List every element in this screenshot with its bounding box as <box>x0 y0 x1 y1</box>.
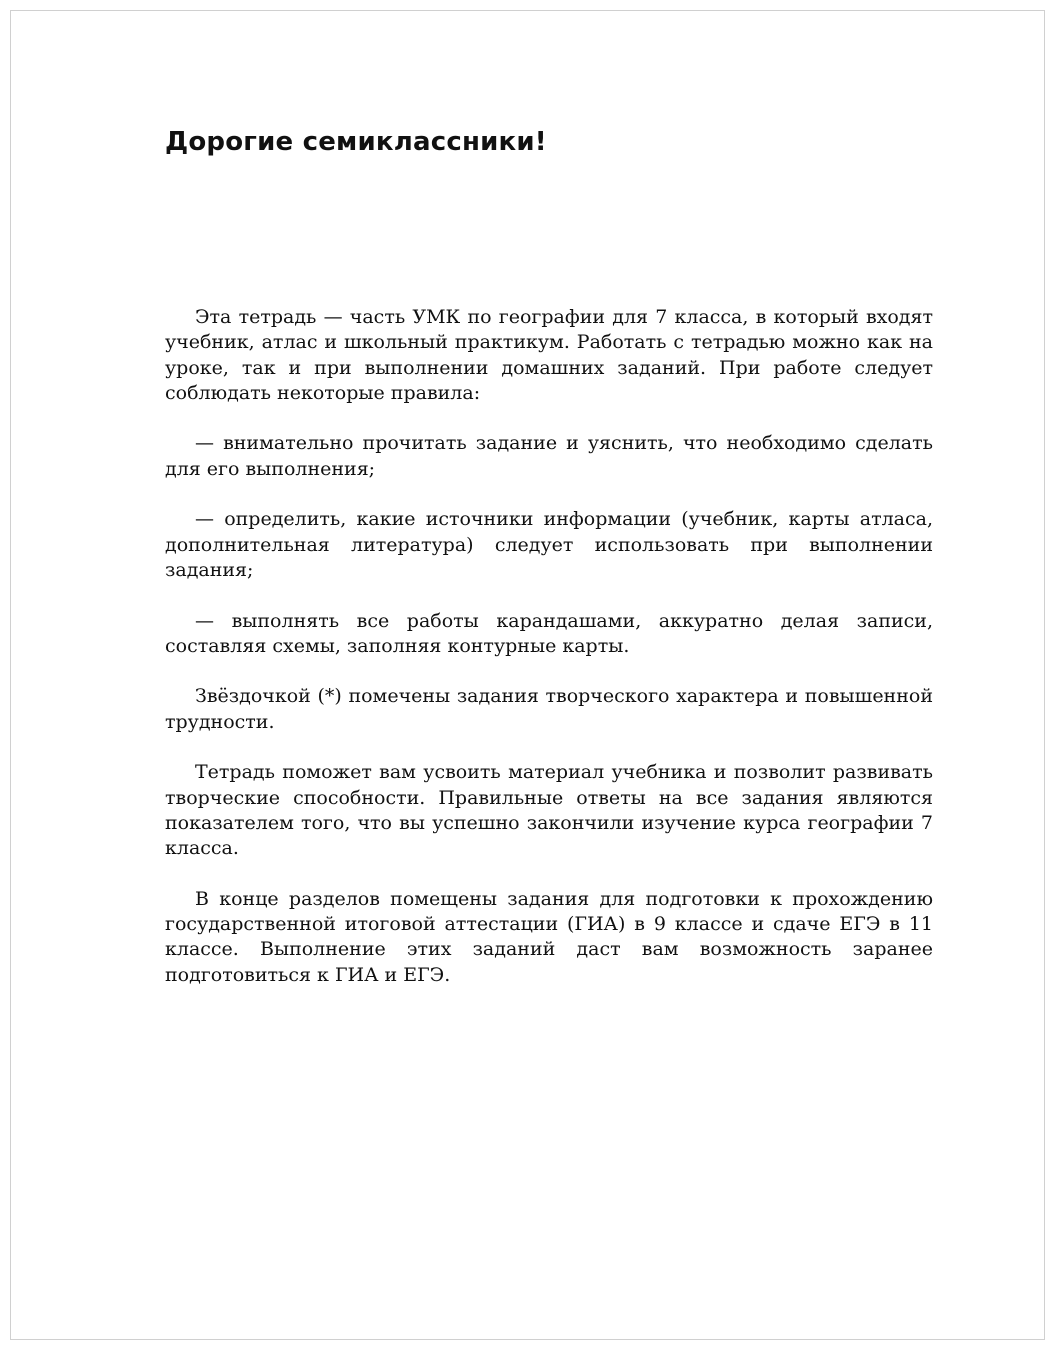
paragraph-exam-prep: В конце разделов помещены задания для подготовки к прохождению государственной итоговой аттестации (ГИА) в 9 классе и сдаче ЕГЭ в 11 классе. Выполнение этих заданий даст вам возможность заранее подготовиться к ГИА и ЕГЭ. <box>165 887 933 986</box>
page-title: Дорогие семиклассники! <box>165 127 547 157</box>
paragraph-benefits: Тетрадь поможет вам усвоить материал учебника и позволит развивать творческие способности. Правильные ответы на все задания являются показателем того, что вы успешно закончили изучение курса географии 7 класса. <box>165 761 933 860</box>
paragraph-rule-read-task: — внимательно прочитать задание и уяснить, что необходимо сделать для его выполнения; <box>165 432 933 480</box>
paragraph-rule-pencils: — выполнять все работы карандашами, аккуратно делая записи, составляя схемы, заполняя контурные карты. <box>165 609 933 657</box>
paragraph-asterisk-note: Звёздочкой (*) помечены задания творческого характера и повышенной трудности. <box>165 685 933 733</box>
paragraph-intro: Эта тетрадь — часть УМК по географии для 7 класса, в который входят учебник, атлас и школьный практикум. Работать с тетрадью можно как на уроке, так и при выполнении домашних заданий. При работе следует соблюдать некоторые правила: <box>165 306 933 404</box>
document-body <box>165 305 933 1013</box>
paragraph-rule-sources: — определить, какие источники информации (учебник, карты атласа, дополнительная литература) следует использовать при выполнении задания; <box>165 508 933 581</box>
document-page <box>10 10 1045 1340</box>
